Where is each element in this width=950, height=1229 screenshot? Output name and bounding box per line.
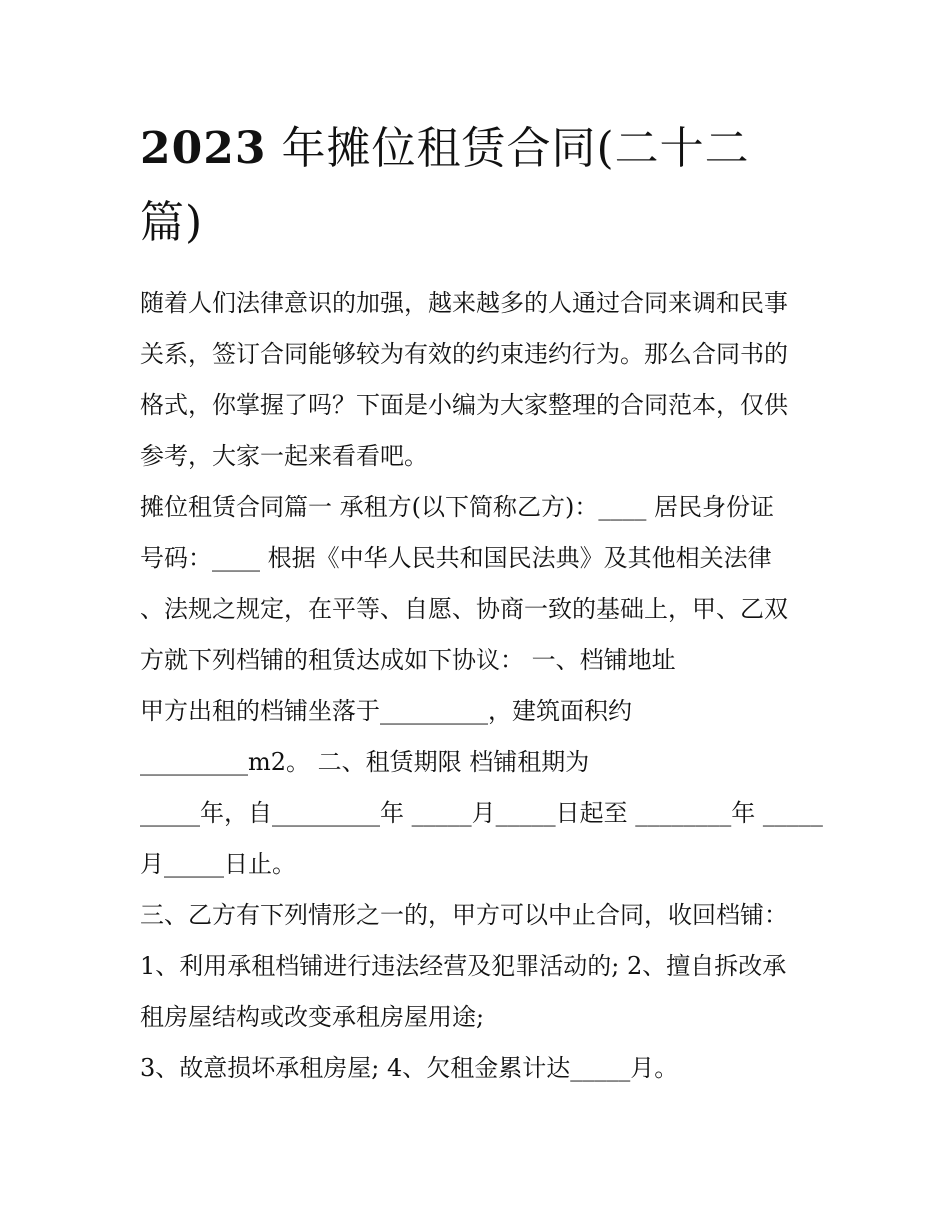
body-line: 3、故意损坏承租房屋; 4、欠租金累计达_____月。 <box>140 1054 679 1082</box>
body-line: 月_____日止。 <box>140 850 296 878</box>
body-line: 摊位租赁合同篇一 承租方(以下简称乙方)：____ 居民身份证 <box>140 493 774 521</box>
body-line: 、法规之规定，在平等、自愿、协商一致的基础上，甲、乙双 <box>140 595 788 623</box>
body-line: 格式，你掌握了吗？下面是小编为大家整理的合同范本，仅供 <box>140 391 788 419</box>
body-line: _________m2。 二、租赁期限 档铺租期为 <box>140 748 590 776</box>
body-line: 甲方出租的档铺坐落于_________，建筑面积约 <box>140 697 632 725</box>
title-text-line2: 篇) <box>140 197 204 248</box>
body-line: 随着人们法律意识的加强，越来越多的人通过合同来调和民事 <box>140 289 788 317</box>
document-body <box>140 278 823 1094</box>
body-line: _____年，自_________年 _____月_____日起至 ________年 _____ <box>140 799 823 827</box>
document-title <box>140 112 820 260</box>
body-line: 参考，大家一起来看看吧。 <box>140 442 428 470</box>
body-line: 租房屋结构或改变承租房屋用途; <box>140 1003 485 1031</box>
title-year: 2023 <box>140 123 267 174</box>
body-line: 号码：____ 根据《中华人民共和国民法典》及其他相关法律 <box>140 544 772 572</box>
body-line: 1、利用承租档铺进行违法经营及犯罪活动的; 2、擅自拆改承 <box>140 952 787 980</box>
body-line: 关系，签订合同能够较为有效的约束违约行为。那么合同书的 <box>140 340 788 368</box>
body-line: 三、乙方有下列情形之一的，甲方可以中止合同，收回档铺： <box>140 901 788 929</box>
title-text-line1: 年摊位租赁合同(二十二 <box>266 123 750 174</box>
body-line: 方就下列档铺的租赁达成如下协议： 一、档铺地址 <box>140 646 676 674</box>
